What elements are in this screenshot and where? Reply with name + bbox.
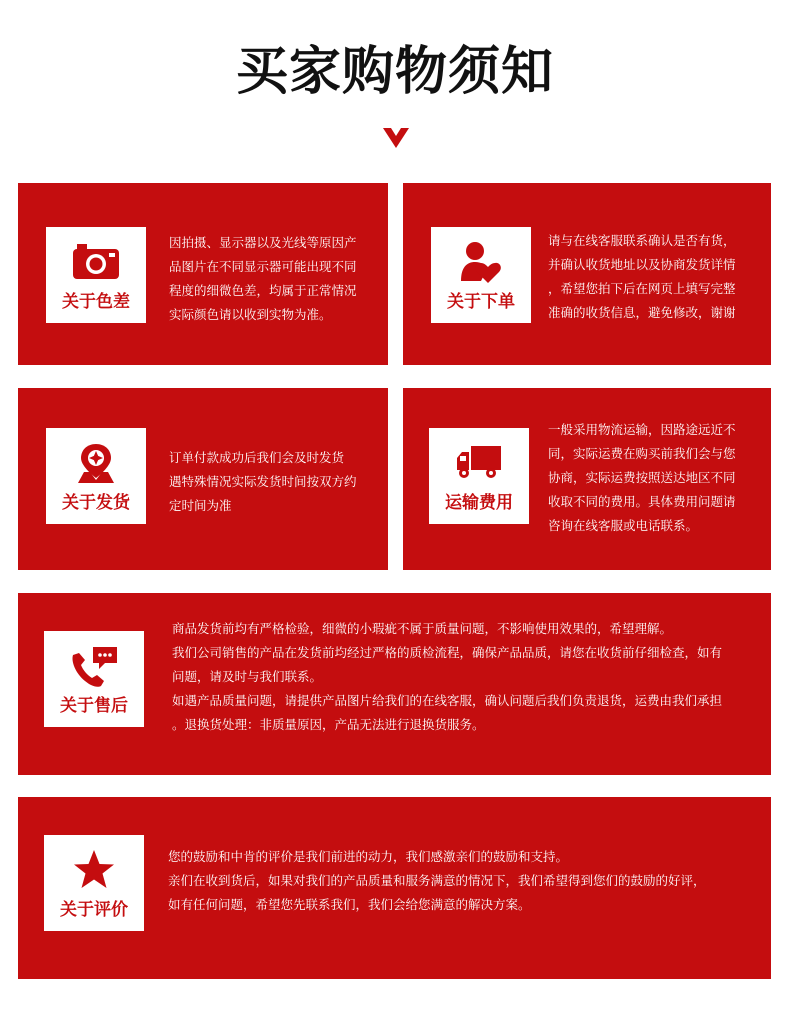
- card-text: [172, 617, 767, 737]
- text-line: 同，实际运费在购买前我们会与您: [548, 446, 736, 461]
- text-line: 请与在线客服联系确认是否有货，: [548, 233, 736, 248]
- text-line: 因拍摄、显示器以及光线等原因产: [169, 235, 357, 250]
- star-icon: [72, 849, 116, 891]
- text-line: 品图片在不同显示器可能出现不同: [169, 259, 357, 274]
- icon-box: [431, 227, 531, 323]
- location-pin-icon: [76, 442, 116, 484]
- card-label: 关于售后: [60, 696, 128, 716]
- info-card-shipping-fees: [403, 388, 771, 570]
- text-line: 实际颜色请以收到实物为准。: [169, 307, 332, 322]
- text-line: 问题，请及时与我们联系。: [172, 669, 323, 684]
- text-line: 如遇产品质量问题，请提供产品图片给我们的在线客服，确认问题后我们负责退货，运费由我们承担: [172, 693, 723, 708]
- text-line: 亲们在收到货后，如果对我们的产品质量和服务满意的情况下，我们希望得到您们的鼓励的好评，: [168, 873, 706, 888]
- info-card-reviews: [18, 797, 771, 979]
- card-label: 关于发货: [62, 493, 130, 513]
- text-line: 程度的细微色差，均属于正常情况: [169, 283, 357, 298]
- text-line: 收取不同的费用。具体费用问题请: [548, 494, 736, 509]
- text-line: ，希望您拍下后在网页上填写完整: [548, 281, 736, 296]
- camera-icon: [71, 241, 121, 281]
- info-card-after-sales: [18, 593, 771, 775]
- info-card-ordering: [403, 183, 771, 365]
- card-label: 关于评价: [60, 900, 128, 920]
- card-text: [169, 231, 381, 327]
- text-line: 订单付款成功后我们会及时发货: [169, 450, 345, 465]
- text-line: 一般采用物流运输，因路途远近不: [548, 422, 736, 437]
- text-line: 准确的收货信息，避免修改，谢谢: [548, 305, 736, 320]
- card-label: 运输费用: [445, 493, 513, 513]
- text-line: 遇特殊情况实际发货时间按双方约: [169, 474, 357, 489]
- text-line: 并确认收货地址以及协商发货详情: [548, 257, 736, 272]
- card-text: [548, 418, 766, 538]
- info-card-shipping: [18, 388, 388, 570]
- icon-box: [44, 631, 144, 727]
- icon-box: [46, 428, 146, 524]
- card-label: 关于色差: [62, 292, 130, 312]
- truck-icon: [455, 442, 503, 482]
- phone-chat-icon: [69, 645, 119, 689]
- text-line: 定时间为准: [169, 498, 232, 513]
- user-heart-icon: [459, 241, 503, 285]
- icon-box: [44, 835, 144, 931]
- card-text: [168, 845, 766, 917]
- card-label: 关于下单: [447, 292, 515, 312]
- text-line: 您的鼓励和中肯的评价是我们前进的动力，我们感激亲们的鼓励和支持。: [168, 849, 569, 864]
- info-card-color-difference: [18, 183, 388, 365]
- text-line: 。退换货处理：非质量原因，产品无法进行退换货服务。: [172, 717, 485, 732]
- chevron-down-icon: [383, 128, 409, 148]
- text-line: 如有任何问题，希望您先联系我们，我们会给您满意的解决方案。: [168, 897, 531, 912]
- text-line: 我们公司销售的产品在发货前均经过严格的质检流程，确保产品品质，请您在收货前仔细检查，如有: [172, 645, 723, 660]
- card-text: [169, 446, 381, 518]
- text-line: 咨询在线客服或电话联系。: [548, 518, 699, 533]
- card-text: [548, 229, 766, 325]
- text-line: 商品发货前均有严格检验，细微的小瑕疵不属于质量问题，不影响使用效果的，希望理解。: [172, 621, 673, 636]
- text-line: 协商，实际运费按照送达地区不同: [548, 470, 736, 485]
- page-title: 买家购物须知: [235, 41, 554, 102]
- icon-box: [46, 227, 146, 323]
- icon-box: [429, 428, 529, 524]
